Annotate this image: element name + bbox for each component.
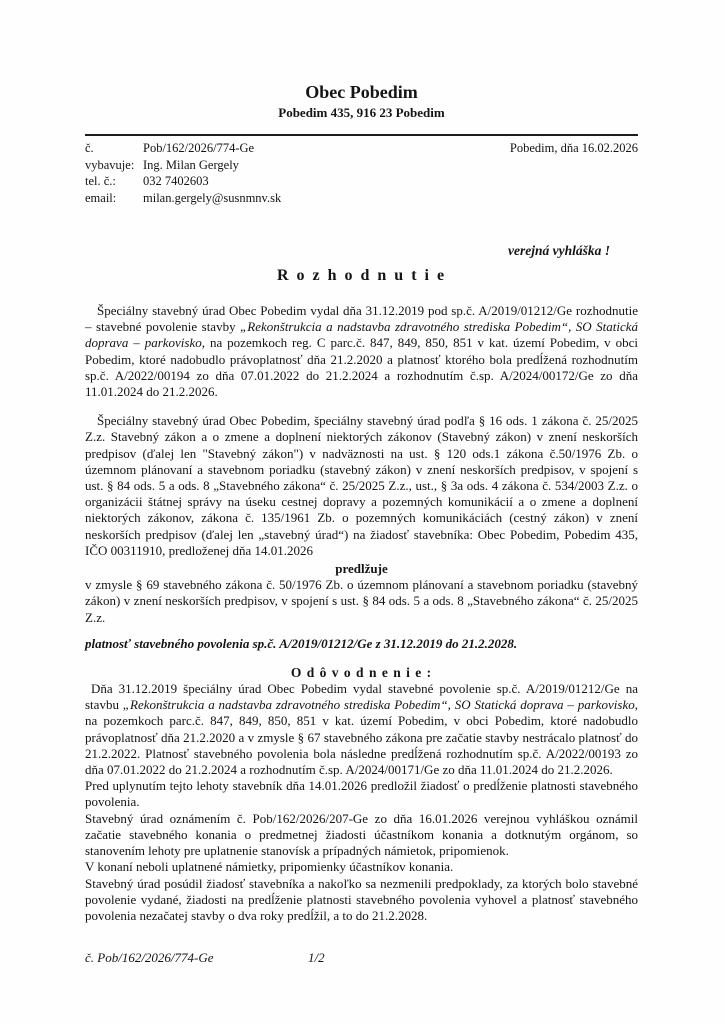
meta-row-reference [85,140,638,157]
validity-statement: platnosť stavebného povolenia sp.č. A/2019/01212/Ge z 31.12.2019 do 21.2.2028. [85,635,518,651]
extends-body: v zmysle § 69 stavebného zákona č. 50/1976 Zb. o územnom plánovaní a stavebnom poriadku (stavebný zákon) v znení neskorších predpisov, v spojení s ust. § 84 ods. 5 a ods. 8 „Stavebného zákona“ č. 25/2025 Z.z. [85,577,638,625]
justification-heading: O d ô v o d n e n i e : [290,665,433,681]
intro-paragraph-2: Špeciálny stavebný úrad Obec Pobedim, špeciálny stavebný úrad podľa § 16 ods. 1 zákona č. 25/2025 Z.z. Stavebný zákon a o zmene a doplnení niektorých zákonov (Stavebný zákon) v znení neskorších predpisov (ďalej len "Stavebný zákon") v nadväznosti na ust. § 120 ods.1 zákona č.50/1976 Zb. o územnom plánovaní a stavebnom poriadku (stavebný zákon) v znení neskorších predpisov, v spojení s ust. § 84 ods. 5 a ods. 8 „Stavebného zákona“ č. 25/2025 Z.z., ust., § 3a ods. 4 zákona č. 534/2003 Z.z. o organizácii štátnej správy na úseku cestnej dopravy a pozemných komunikácií a o zmene a doplnení niektorých zákonov, zákona č. 135/1961 Zb. o pozemných komunikáciách (cestný zákon) v znení neskorších predpisov (ďalej len „stavebný úrad“) na žiadosť stavebníka: Obec Pobedim, Pobedim 435, IČO 00311910, predloženej dňa 14.01.2026 [85,413,638,558]
org-name: Obec Pobedim [305,82,418,102]
page-number: 1/2 [308,950,325,965]
meta-block [85,140,638,206]
justification-paragraph-1: Dňa 31.12.2019 špeciálny úrad Obec Pobedim vydal stavebné povolenie sp.č. A/2019/01212/Ge na stavbu „Rekonštrukcia a nadstavba zdravotného strediska Pobedim“, SO Statická doprava – parkovisko, na pozemkoch parc.č. 847, 849, 850, 851 v kat. území Pobedim, v obci Pobedim, ktoré nadobudlo právoplatnosť dňa 21.2.2020 a v zmysle § 67 stavebného zákona pre začatie stavby nestrácalo platnosť do 21.2.2022. Platnosť stavebného povolenia bola následne predĺžená rozhodnutím sp.č. A/2022/00193 zo dňa 07.01.2022 do 21.2.2024 a rozhodnutím č.sp. A/2024/00171/Ge zo dňa 11.01.2024 do 21.2.2026. [85,681,638,778]
email-address: milan.gergely@susnmnv.sk [143,190,282,205]
extends-heading: predlžuje [335,561,388,577]
reference-number: Pob/162/2026/774-Ge [143,141,255,155]
meta-row-handler [85,157,638,174]
phone-label: tel. č.: [85,174,116,188]
intro-paragraph-1: Špeciálny stavebný úrad Obec Pobedim vydal dňa 31.12.2019 pod sp.č. A/2019/01212/Ge rozhodnutie – stavebné povolenie stavby „Rekonštrukcia a nadstavba zdravotného strediska Pobedim“, SO Statická doprava – parkovisko, na pozemkoch reg. C parc.č. 847, 849, 850, 851 v kat. území Pobedim, v obci Pobedim, ktoré nadobudlo právoplatnosť dňa 21.2.2020 a platnosť ktorého bola predĺžená rozhodnutím sp.č. A/2022/00194 zo dňa 07.01.2022 do 21.2.2024 a rozhodnutím č.sp. A/2024/00172/Ge zo dňa 11.01.2024 do 21.2.2026. [85,303,639,400]
handler-name: Ing. Milan Gergely [143,157,239,172]
meta-row-email [85,190,638,207]
place-and-date: Pobedim, dňa 16.02.2026 [509,141,638,155]
org-header [85,82,638,121]
header-divider [85,134,638,136]
public-notice-label: verejná vyhláška ! [508,243,610,258]
document-title: R o z h o d n u t i e [276,267,447,284]
justification-paragraph-5: Stavebný úrad posúdil žiadosť stavebníka a nakoľko sa nezmenili predpoklady, za ktorých bolo stavebné povolenie vydané, žiadosti na predĺženie platnosti stavebného povolenia vyhovel a platnosť stavebného povolenia nezačatej stavby o dva roky predĺžil, a to do 21.2.2028. [85,875,638,923]
email-label: email: [85,190,117,205]
justification-paragraph-3: Stavebný úrad oznámením č. Pob/162/2026/207-Ge zo dňa 16.01.2026 verejnou vyhláškou oznámil začatie stavebného konania o predmetnej žiadosti účastníkom konania a dotknutým orgánom, so stanovením lehoty pre uplatnenie stanovísk a prípadných námietok, pripomienok. [85,810,638,859]
handler-label: vybavuje: [85,157,135,172]
page-footer [85,950,638,966]
document-content [85,0,638,924]
justification-paragraph-2: Pred uplynutím tejto lehoty stavebník dňa 14.01.2026 predložil žiadosť o predĺženie platnosti stavebného povolenia. [85,778,638,810]
phone-number: 032 7402603 [143,174,209,188]
org-address: Pobedim 435, 916 23 Pobedim [278,105,445,120]
footer-reference: č. Pob/162/2026/774-Ge [85,950,214,965]
reference-label: č. [85,141,94,155]
meta-row-phone [85,173,638,190]
justification-paragraph-4: V konaní neboli uplatnené námietky, pripomienky účastníkov konania. [85,859,454,875]
